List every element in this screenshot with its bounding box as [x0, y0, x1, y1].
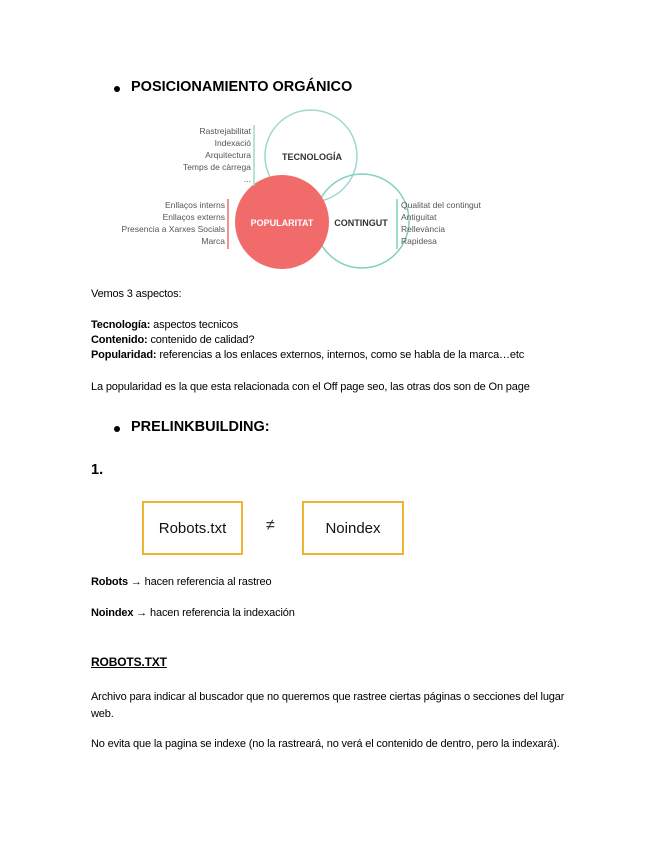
definition-text: hacen referencia la indexación	[150, 607, 295, 619]
arrow-icon: →	[127, 576, 145, 588]
bullet-icon	[114, 426, 120, 432]
list-number: 1.	[91, 462, 104, 478]
bullet-icon	[114, 86, 120, 92]
section-heading-prelinkbuilding: PRELINKBUILDING:	[131, 419, 270, 435]
robots-paragraph-1: Archivo para indicar al buscador que no queremos que rastree ciertas páginas o secciones del lugar web.	[91, 691, 565, 720]
robots-txt-box: Robots.txt	[142, 501, 243, 555]
aspect-term: Tecnología:	[91, 319, 151, 331]
robots-paragraph-2: No evita que la pagina se indexe (no la rastreará, no verá el contenido de dentro, pero la indexará).	[91, 738, 560, 750]
popularity-label: Presencia a Xarxes Socials	[121, 224, 225, 234]
popularitat-label: POPULARITAT	[250, 218, 314, 228]
tecnologia-label: TECNOLOGÍA	[282, 152, 342, 162]
aspect-text: aspectos tecnicos	[150, 319, 239, 331]
contingut-label: CONTINGUT	[334, 218, 388, 228]
tech-label: Temps de càrrega	[182, 162, 251, 172]
venn-diagram	[121, 112, 495, 272]
aspects-summary: La popularidad es la que esta relacionada con el Off page seo, las otras dos son de On page	[91, 381, 530, 393]
aspect-text: referencias a los enlaces externos, internos, como se habla de la marca…etc	[156, 349, 525, 361]
robots-definition	[91, 575, 271, 590]
content-label: Rapidesa	[401, 236, 437, 246]
aspect-contenido	[91, 333, 254, 348]
aspect-term: Contenido:	[91, 334, 148, 346]
aspects-intro: Vemos 3 aspectos:	[91, 288, 182, 300]
popularity-label: Marca	[201, 236, 225, 246]
aspect-tecnologia	[91, 318, 238, 333]
noindex-definition	[91, 606, 295, 621]
arrow-icon: →	[133, 607, 151, 619]
tech-label: Indexació	[214, 138, 251, 148]
content-label: Rellevància	[401, 224, 445, 234]
noindex-box: Noindex	[302, 501, 404, 555]
popularity-label: Enllaços interns	[164, 200, 225, 210]
tech-label: ...	[243, 174, 251, 184]
robots-section-title: ROBOTS.TXT	[91, 655, 167, 669]
aspect-term: Popularidad:	[91, 349, 157, 361]
section-heading-posicionamiento: POSICIONAMIENTO ORGÁNICO	[131, 79, 353, 95]
content-label: Antiguitat	[401, 212, 437, 222]
popularity-label: Enllaços externs	[162, 212, 225, 222]
tech-label: Arquitectura	[205, 150, 251, 160]
tech-label: Rastrejabilitat	[199, 126, 251, 136]
aspect-popularidad	[91, 348, 524, 363]
content-label: Qualitat del contingut	[401, 200, 481, 210]
definition-text: hacen referencia al rastreo	[144, 576, 272, 588]
definition-term: Robots	[91, 576, 128, 588]
definition-term: Noindex	[91, 607, 134, 619]
not-equal-icon: ≠	[266, 517, 275, 534]
aspect-text: contenido de calidad?	[147, 334, 255, 346]
